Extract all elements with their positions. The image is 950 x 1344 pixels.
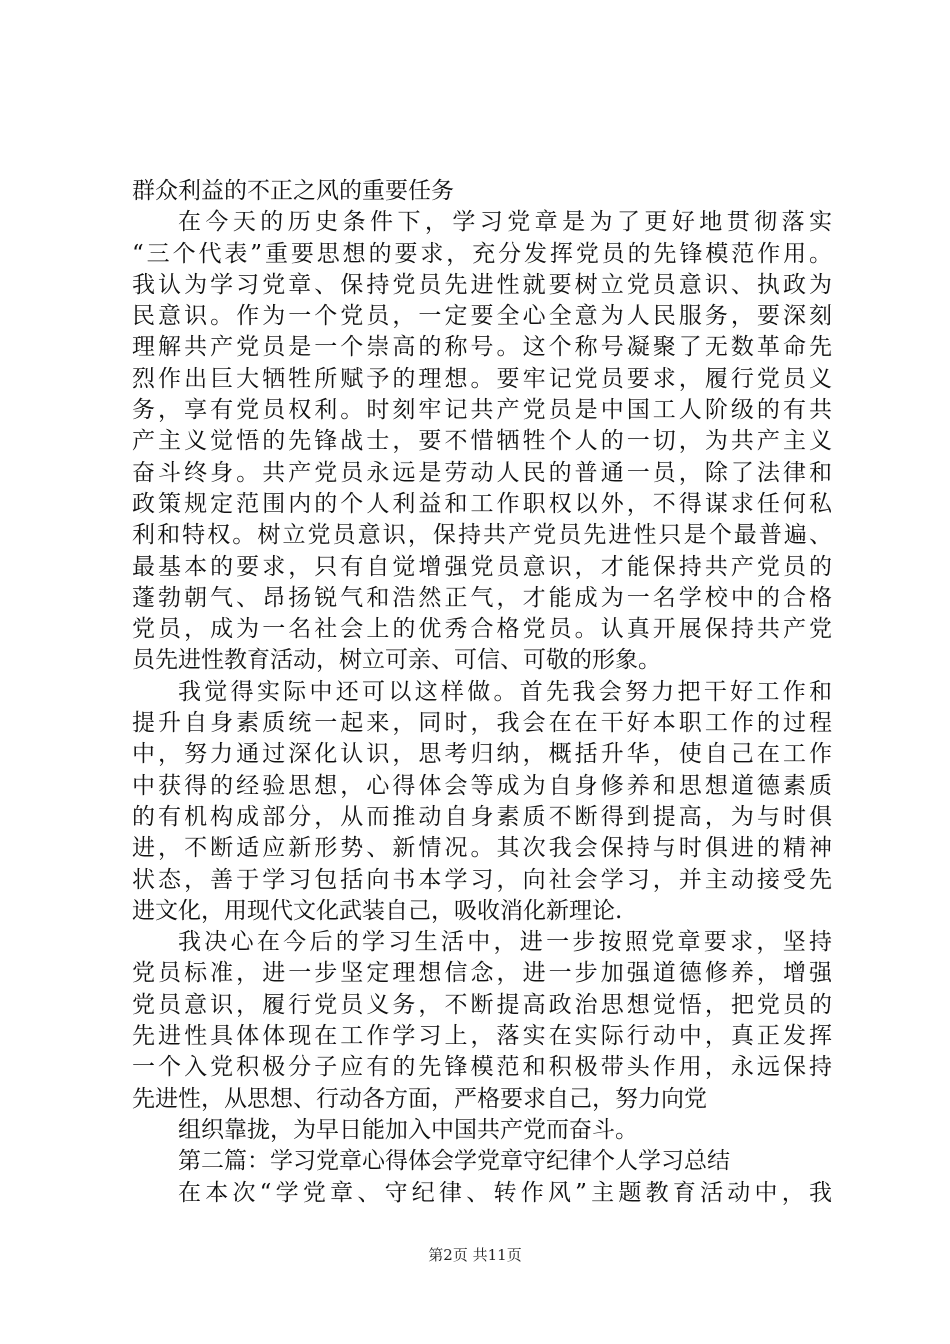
text-line: 我决心在今后的学习生活中，进一步按照党章要求，坚持 <box>178 929 832 956</box>
text-line: 务，享有党员权利。时刻牢记共产党员是中国工人阶级的有共 <box>132 397 832 424</box>
text-line: 状态，善于学习包括向书本学习，向社会学习，并主动接受先 <box>132 866 832 893</box>
text-line: 一个入党积极分子应有的先锋模范和积极带头作用，永远保持 <box>132 1054 832 1081</box>
text-line: 中，努力通过深化认识，思考归纳，概括升华，使自己在工作 <box>132 741 832 768</box>
text-line: 群众利益的不正之风的重要任务 <box>132 178 454 204</box>
text-line: “三个代表”重要思想的要求，充分发挥党员的先锋模范作用。 <box>132 240 832 267</box>
text-line: 先进性，从思想、行动各方面，严格要求自己，努力向党 <box>132 1085 707 1112</box>
text-line: 先进性具体体现在工作学习上，落实在实际行动中，真正发挥 <box>132 1023 832 1050</box>
text-line: 组织靠拢，为早日能加入中国共产党而奋斗。 <box>178 1116 638 1143</box>
text-line: 在本次“学党章、守纪律、转作风”主题教育活动中，我 <box>178 1179 832 1206</box>
text-line: 利和特权。树立党员意识，保持共产党员先进性只是个最普遍、 <box>132 522 832 549</box>
text-line: 产主义觉悟的先锋战士，要不惜牺牲个人的一切，为共产主义 <box>132 428 832 455</box>
page-number-footer: 第2页 共11页 <box>428 1246 522 1264</box>
text-line: 我觉得实际中还可以这样做。首先我会努力把干好工作和 <box>178 678 832 705</box>
text-line: 民意识。作为一个党员，一定要全心全意为人民服务，要深刻 <box>132 303 832 330</box>
text-line: 理解共产党员是一个崇高的称号。这个称号凝聚了无数革命先 <box>132 334 832 361</box>
text-line: 我认为学习党章、保持党员先进性就要树立党员意识、执政为 <box>132 271 832 298</box>
document-body <box>132 176 832 1209</box>
text-line: 党员意识，履行党员义务，不断提高政治思想觉悟，把党员的 <box>132 991 832 1018</box>
text-line: 员先进性教育活动，树立可亲、可信、可敬的形象。 <box>132 647 661 674</box>
text-line: 在今天的历史条件下，学习党章是为了更好地贯彻落实 <box>178 209 832 236</box>
text-line: 党员标准，进一步坚定理想信念，进一步加强道德修养，增强 <box>132 960 832 987</box>
text-line: 奋斗终身。共产党员永远是劳动人民的普通一员，除了法律和 <box>132 459 832 486</box>
text-line: 进，不断适应新形势、新情况。其次我会保持与时俱进的精神 <box>132 835 832 862</box>
text-line: 的有机构成部分，从而推动自身素质不断得到提高，为与时俱 <box>132 803 832 830</box>
text-line: 进文化，用现代文化武装自己，吸收消化新理论. <box>132 897 623 924</box>
text-line: 政策规定范围内的个人利益和工作职权以外，不得谋求任何私 <box>132 490 832 517</box>
text-line: 中获得的经验思想，心得体会等成为自身修养和思想道德素质 <box>132 772 832 799</box>
text-line: 提升自身素质统一起来，同时，我会在在干好本职工作的过程 <box>132 710 832 737</box>
text-line: 烈作出巨大牺牲所赋予的理想。要牢记党员要求，履行党员义 <box>132 365 832 392</box>
text-line: 蓬勃朝气、昂扬锐气和浩然正气，才能成为一名学校中的合格 <box>132 584 832 611</box>
section-heading: 第二篇：学习党章心得体会学党章守纪律个人学习总结 <box>178 1148 730 1175</box>
text-line: 最基本的要求，只有自觉增强党员意识，才能保持共产党员的 <box>132 553 832 580</box>
text-line: 党员，成为一名社会上的优秀合格党员。认真开展保持共产党 <box>132 616 832 643</box>
